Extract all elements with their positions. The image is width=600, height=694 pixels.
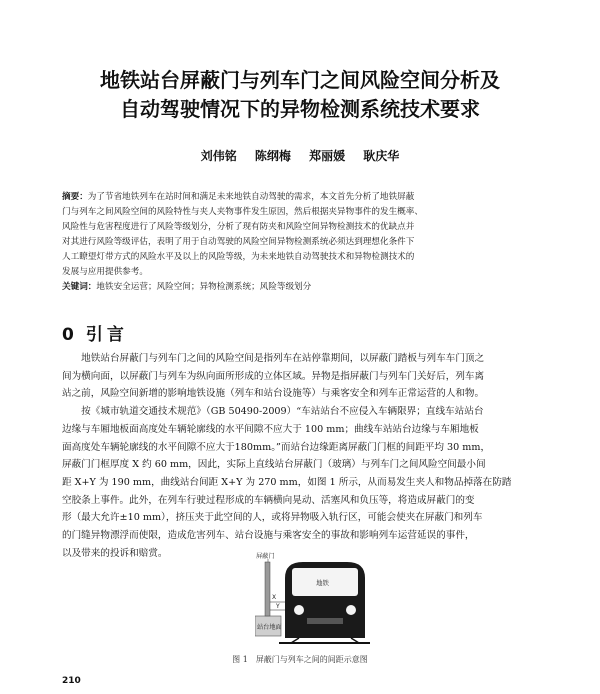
keywords-text: 地铁安全运营；风险空间；异物检测系统；风险等级划分 <box>96 282 312 292</box>
screen-door-label: 屏蔽门 <box>256 553 275 560</box>
author: 刘伟铭 <box>200 149 237 163</box>
body-line: 按《城市轨道交通技术规范》（GB 50490-2009）“车站站台不应侵入车辆限界；直线车站站台 <box>62 406 484 418</box>
abstract-line: 对其进行风险等级评估，表明了用于自动驾驶的风险空间异物检测系统必须达到理想化条件下 <box>62 237 415 247</box>
abstract-line: 人工瞭望灯带方式的风险水平及以上的风险等级，为未来地铁自动驾驶技术和异物检测技术的 <box>62 252 415 262</box>
train-headlight-right <box>346 605 356 615</box>
paper-title-line-1: 地铁站台屏蔽门与列车门之间风险空间分析及 <box>100 68 500 92</box>
abstract-line <box>62 190 540 205</box>
abstract-text: 为了节省地铁列车在站时间和满足未来地铁自动驾驶的需求，本文首先分析了地铁屏蔽 <box>87 192 415 202</box>
section-number: 0 <box>62 325 74 345</box>
paper-title-line-2: 自动驾驶情况下的异物检测系统技术要求 <box>120 97 480 121</box>
body-line: 形（最大允许±10 mm），挤压夹于此空间的人，或将异物吸入轨行区，可能会使夹在屏蔽门和列车 <box>62 512 483 524</box>
body-line: 面高度处车辆轮廓线的水平间隙不应大于180mm。”而站台边缘距离屏蔽门门框的间距平均 30 mm， <box>62 441 491 453</box>
section-title: 引言 <box>85 325 128 345</box>
body-line: 边缘与车厢地板面高度处车辆轮廓线的水平间隙不应大于 100 mm；曲线车站站台边缘与车厢地板 <box>62 423 479 435</box>
train-bumper <box>307 618 343 624</box>
body-line: 空胶条上事件。此外，在列车行驶过程形成的车辆横向晃动、活塞风和负压等，将造成屏蔽门的变 <box>62 494 475 506</box>
body-line: 屏蔽门门框厚度 X 约 60 mm，因此，实际上直线站台屏蔽门（玻璃）与列车门之间风险空间最小间 <box>62 459 486 471</box>
author: 郑丽媛 <box>309 149 346 163</box>
gap-y-label: Y <box>276 603 280 610</box>
body-line: 以及带来的投诉和赔赏。 <box>62 547 168 559</box>
author: 耿庆华 <box>363 149 400 163</box>
platform-label: 站台地面 <box>257 624 282 631</box>
abstract-line: 门与列车之间风险空间的风险特性与夹人夹物事件发生原因，然后根据夹异物事件的发生概率、 <box>62 207 423 217</box>
figure-caption-number: 图 1 <box>232 655 248 664</box>
figure-1-diagram <box>255 550 370 645</box>
gap-x-label: X <box>272 594 277 601</box>
body-text <box>62 350 540 562</box>
section-heading <box>62 320 128 345</box>
keywords-line <box>62 280 540 295</box>
body-line: 间为横向面，以屏蔽门与列车为纵向面所形成的立体区域。异物是指屏蔽门与列车门关好后，列车离 <box>62 370 485 382</box>
train-headlight-left <box>294 605 304 615</box>
abstract-line: 风险性与危害程度进行了风险等级划分，分析了现有防夹和风险空间异物检测技术的优缺点并 <box>62 222 415 232</box>
author: 陈纲梅 <box>254 149 291 163</box>
body-line: 站之前，风险空间新增的影响地铁设施（列车和站台设施等）与乘客安全和列车正常运营的人和物。 <box>62 388 485 400</box>
figure-caption <box>0 654 600 665</box>
page-number: 210 <box>62 676 81 686</box>
body-line: 的门缝异物漂浮而使限，造成危害列车、站台设施与乘客安全的事故和影响列车运营延误的事件， <box>62 530 475 542</box>
keywords-label: 关键词： <box>62 282 97 292</box>
author-list <box>0 147 600 164</box>
body-line: 地铁站台屏蔽门与列车门之间的风险空间是指列车在站停靠期间，以屏蔽门踏板与列车车门顶之 <box>62 353 485 364</box>
train-label: 地铁 <box>316 579 329 587</box>
abstract-label: 摘要： <box>62 192 88 202</box>
abstract <box>62 190 540 295</box>
screen-door-post <box>265 562 270 616</box>
abstract-line: 发展与应用提供参考。 <box>62 267 148 277</box>
body-line: 距 X+Y 为 190 mm，曲线站台间距 X+Y 为 270 mm，如图 1 所示，从而易发生夹人和物品掉落在防踏 <box>62 476 512 488</box>
figure-caption-text: 屏蔽门与列车之间的间距示意图 <box>255 655 368 664</box>
